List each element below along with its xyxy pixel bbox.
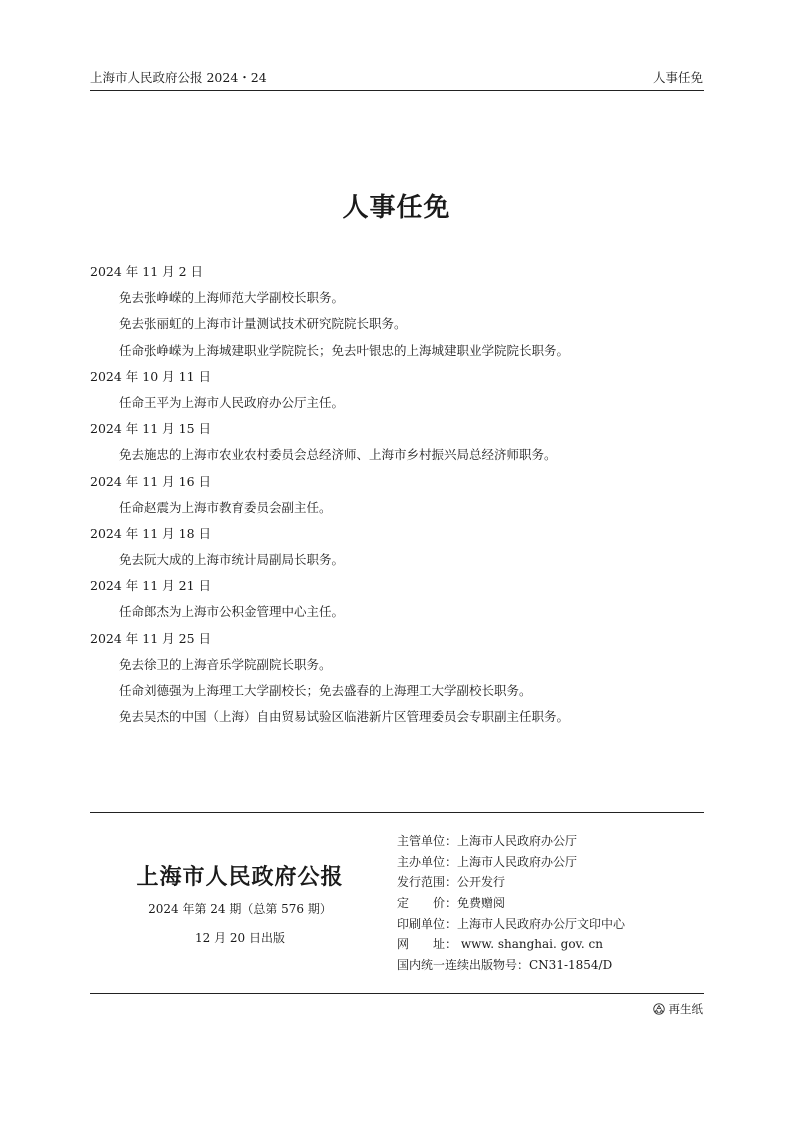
masthead-bottom-divider [90,993,704,994]
publication-info [397,832,625,977]
info-website: 网 址： www. shanghai. gov. cn [397,937,603,952]
entry-item: 任命赵震为上海市教育委员会副主任。 [119,499,332,515]
entry-item: 任命郎杰为上海市公积金管理中心主任。 [119,604,345,620]
running-header-section: 人事任免 [652,70,703,85]
entry-date: 2024 年 11 月 15 日 [90,421,211,437]
masthead-issue: 2024 年第 24 期（总第 576 期） [148,902,332,916]
recycle-icon [653,1003,665,1015]
page-title: 人事任免 [342,193,451,223]
info-distribution: 发行范围：公开发行 [397,875,506,890]
appointment-list [90,264,704,735]
entry-date: 2024 年 11 月 16 日 [90,473,211,489]
entry-date: 2024 年 10 月 11 日 [90,368,211,384]
entry-date: 2024 年 11 月 2 日 [90,264,204,279]
info-sponsor: 主办单位：上海市人民政府办公厅 [397,854,578,869]
entry-item: 免去张峥嵘的上海师范大学副校长职务。 [119,290,345,306]
info-printer: 印刷单位：上海市人民政府办公厅文印中心 [397,916,626,931]
recycled-paper-note [653,1001,704,1017]
entry-item: 免去张丽虹的上海市计量测试技术研究院院长职务。 [119,316,407,332]
info-price: 定 价：免费赠阅 [397,896,506,911]
masthead-top-divider [90,812,704,813]
entry-item: 免去吴杰的中国（上海）自由贸易试验区临港新片区管理委员会专职副主任职务。 [119,709,570,725]
entry-item: 免去施忠的上海市农业农村委员会总经济师、上海市乡村振兴局总经济师职务。 [119,447,557,463]
header-divider [90,90,704,91]
info-supervisor: 主管单位：上海市人民政府办公厅 [397,834,578,848]
running-header-publication: 上海市人民政府公报 2024・24 [90,70,267,85]
entry-item: 免去徐卫的上海音乐学院副院长职务。 [119,656,332,672]
entry-date: 2024 年 11 月 18 日 [90,525,211,541]
entry-item: 任命张峥嵘为上海城建职业学院院长；免去叶银忠的上海城建职业学院院长职务。 [119,342,570,358]
recycled-paper-label: 再生纸 [668,1002,703,1016]
entry-date: 2024 年 11 月 25 日 [90,630,211,646]
entry-item: 免去阮大成的上海市统计局副局长职务。 [119,552,345,568]
entry-item: 任命王平为上海市人民政府办公厅主任。 [119,394,345,410]
masthead-publish-date: 12 月 20 日出版 [195,931,285,945]
entry-date: 2024 年 11 月 21 日 [90,578,211,594]
masthead-title: 上海市人民政府公报 [136,864,344,890]
entry-item: 任命刘德强为上海理工大学副校长；免去盛春的上海理工大学副校长职务。 [119,683,532,698]
info-serial-number: 国内统一连续出版物号：CN31-1854/D [397,958,613,973]
